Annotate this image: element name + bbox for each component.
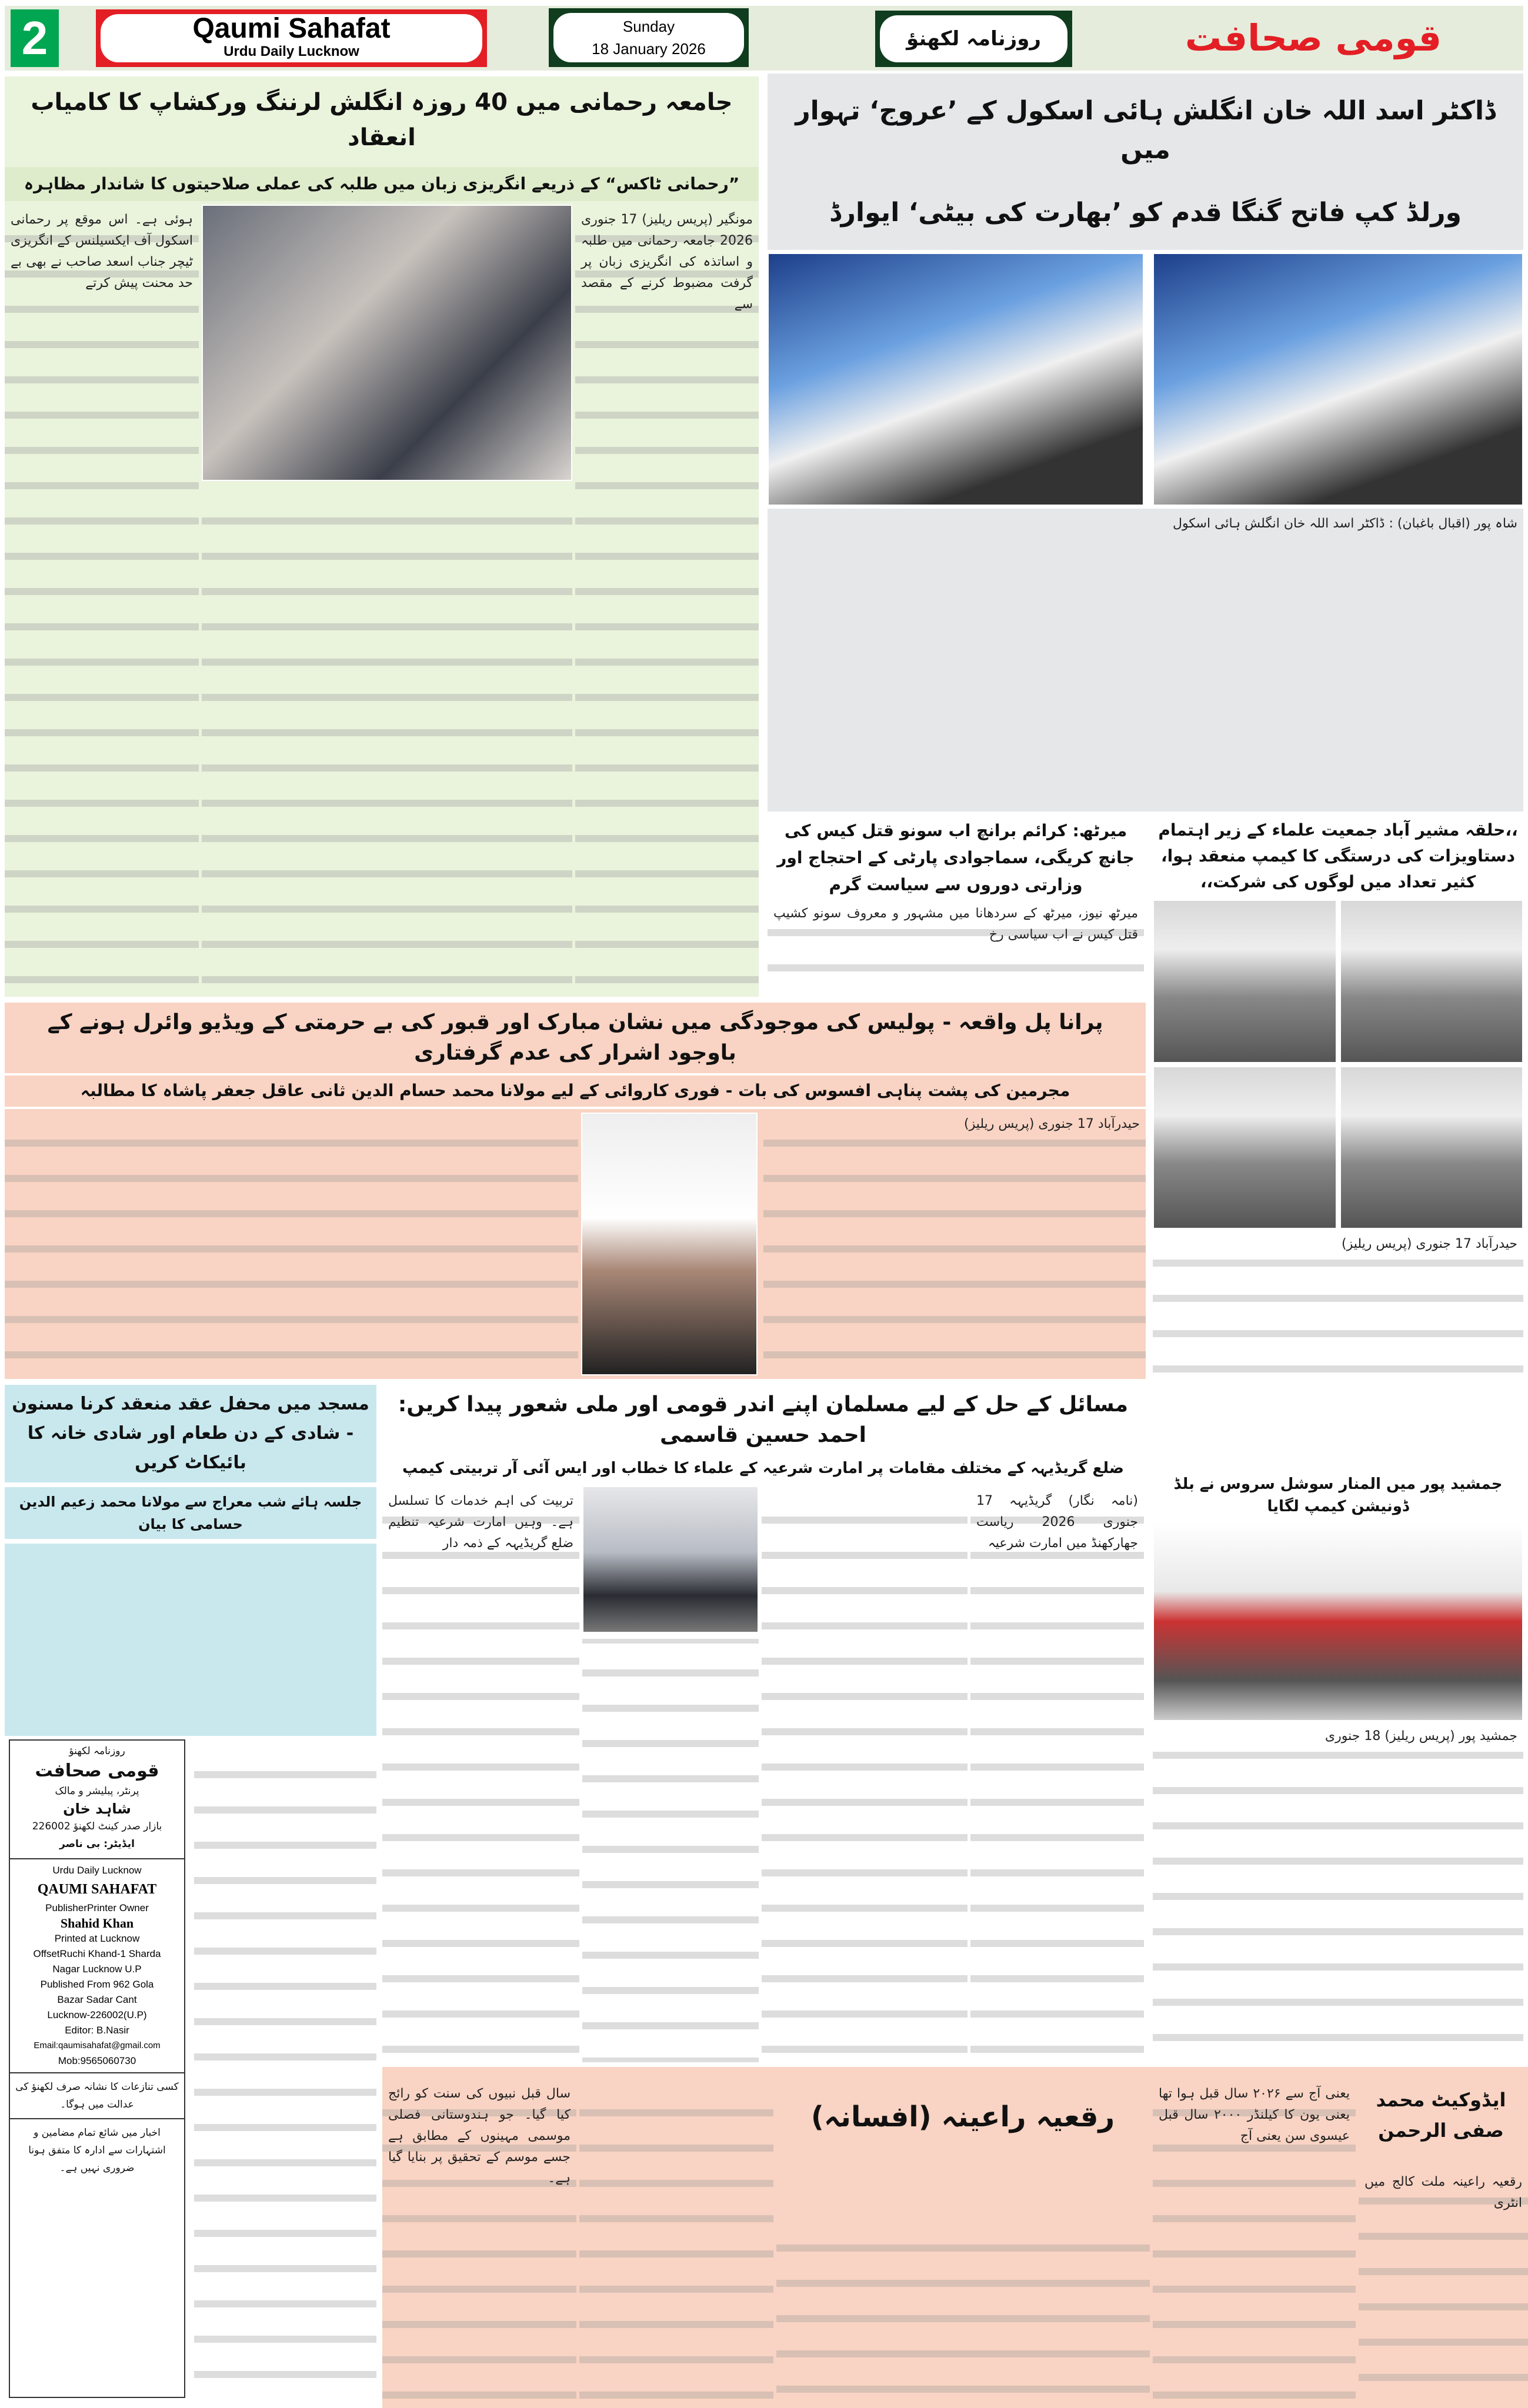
jamiat-article [1153,817,1523,1382]
imprint-printed: Printed at Lucknow [54,1933,140,1944]
purana-pul-article [5,1003,1146,1379]
jamia-article [5,76,759,997]
roznama-box [875,11,1072,67]
english-subtitle: Urdu Daily Lucknow [223,44,359,59]
imprint-owner-urdu: شاہد خان [63,1801,131,1817]
imprint-name-english: QAUMI SAHAFAT [37,1882,157,1897]
imprint-name-urdu: قومی صحافت [35,1761,159,1781]
english-title: Qaumi Sahafat [192,13,391,44]
article-column [382,2079,576,2408]
headline-line-2: ورلڈ کپ فاتح گنگا قدم کو ’بھارت کی بیٹی‘ ایوارڈ [829,197,1462,228]
article-text: مونگیر (پریس ریلیز) 17 جنوری 2026 جامعہ رحمانی میں طلبہ و اساتذہ کی انگریزی زبان پر گرفت مضبوط کرنے کے مقصد سے [581,212,753,312]
article-column [575,205,759,997]
camp-photo [1153,1066,1337,1230]
article-text: تربیت کی اہم خدمات کا تسلسل ہے۔ وہیں امارت شرعیہ تنظیم ضلع گریڈیہہ کے ذمہ دار [388,1494,573,1551]
imprint-owner-label-urdu: پرنٹر، پبلیشر و مالک [55,1785,139,1797]
story-author: ایڈوکیٹ محمد صفی الرحمن [1376,2089,1506,2142]
article-column [579,2079,773,2408]
headline: ،،حلقہ مشیر آباد جمعیت علماء کے زیر اہتمام دستاویزات کی درستگی کا کیمپ منعقد ہوا، کثیر تعداد میں لوگوں کی شرکت،، [1158,820,1518,891]
jamiat-article-text [1153,1229,1523,1382]
imprint-owner: Shahid Khan [60,1916,134,1931]
award-ceremony-photo [768,253,1144,506]
headline-line-1: ڈاکٹر اسد اللہ خان انگلش ہائی اسکول کے ’عروج‘ تہوار میں [795,95,1496,165]
subheadline: مجرمین کی پشت پناہی افسوس کی بات - فوری کاروائی کے لیے مولانا محمد حسام الدین ثانی عاقل جعفر پاشاہ کا مطالبہ [5,1073,1146,1109]
day: Sunday [622,18,675,35]
story-title: رقعیہ راعینہ (افسانہ) [810,2100,1115,2133]
purana-pul-body [5,1109,1146,1379]
blood-camp-article [1153,1470,1523,2067]
article-column [5,205,199,997]
article-text: شاہ پور (اقبال باغبان) : ڈاکٹر اسد اللہ خان انگلش ہائی اسکول [1173,516,1517,531]
article-column [382,1486,579,2067]
article-text [1153,1721,1523,2067]
article-text: رقعیہ راعینہ ملت کالج میں انٹری [1364,2175,1522,2210]
blood-camp-photo [1153,1521,1523,1721]
imprint-english [10,1858,184,2072]
roznama-label: روزنامہ لکھنؤ [880,15,1067,62]
imprint-editor: Editor: B.Nasir [65,2025,129,2036]
article-column [1359,2167,1528,2408]
imprint-roznama: روزنامہ لکھنؤ [69,1745,125,1757]
subheadline: ضلع گریڈیہہ کے مختلف مقامات پر امارت شرعیہ کے علماء کا خطاب اور ایس آئی آر تربیتی کیمپ [402,1460,1125,1478]
camp-photo [1153,900,1337,1063]
imprint-pin: Lucknow-226002(U.P) [47,2009,147,2020]
page-number: 2 [11,9,59,67]
article-text: (نامہ نگار) گریڈیہہ 17 جنوری 2026 ریاست جھارکھنڈ میں امارت شرعیہ [976,1494,1138,1551]
headline: پرانا پل واقعہ - پولیس کی موجودگی میں نشان مبارک اور قبور کی بے حرمتی کے ویڈیو وائرل ہونے کے باوجود اشرار کی عدم گرفتاری [47,1010,1103,1066]
meerut-article [768,817,1144,997]
article-column [202,487,572,997]
article-column [582,1639,759,2067]
subheadline: ”رحمانی ٹاکس“ کے ذریعے انگریزی زبان میں طلبہ کی عملی صلاحیتوں کا شاندار مظاہرہ [5,167,759,201]
article-text: حیدرآباد 17 جنوری (پریس ریلیز) [964,1116,1140,1131]
jamia-body [5,205,759,997]
imprint-box [9,1739,185,2398]
camp-photo-grid [1153,900,1523,1229]
article-text: یعنی آج سے ۲۰۲۶ سال قبل ہوا تھا یعنی یون کا کیلنڈر ۲۰۰۰ سال قبل عیسوی سن یعنی آج [1159,2086,1350,2143]
nikah-article-column [194,1741,376,2405]
group-photo [202,205,572,481]
imprint-city: Nagar Lucknow U.P [52,1963,142,1975]
headline: جامعہ رحمانی میں 40 روزہ انگلش لرننگ ورکشاپ کا کامیاب انعقاد [31,89,733,151]
article-column [5,1109,578,1379]
headline: مسائل کے حل کے لیے مسلمان اپنے اندر قومی اور ملی شعور پیدا کریں: احمد حسین قاسمی [398,1392,1129,1448]
award-article-text [768,509,1523,811]
camp-photo [1340,1066,1524,1230]
imprint-address-urdu: بازار صدر کینٹ لکھنؤ 226002 [32,1821,162,1832]
article-column [1153,2079,1356,2408]
award-headline-box [768,74,1523,250]
award-stage-photo [1153,253,1523,506]
masthead-bar [5,6,1523,71]
imprint-owner-label: PublisherPrinter Owner [45,1902,149,1913]
article-column [763,1109,1146,1379]
imprint-disclaimer: اخبار میں شائع تمام مضامین و اشتہارات سے ادارہ کا متفق ہونا ضروری نہیں ہے۔ [10,2118,184,2182]
article-text: سال قبل نبیوں کی سنت کو رائج کیا گیا۔ جو ہندوستانی فصلی موسمی مہینوں کے مطابق ہے جسے موسم کے تحقیق پر بنایا گیا ہے۔ [388,2086,571,2186]
nikah-subheadline: جلسہ ہائے شب معراج سے مولانا محمد زعیم الدین حسامی کا بیان [5,1487,376,1539]
imprint-daily: Urdu Daily Lucknow [52,1865,142,1876]
imprint-press: OffsetRuchi Khand-1 Sharda [33,1948,161,1959]
article-text: حیدرآباد 17 جنوری (پریس ریلیز) [1342,1237,1517,1251]
imprint-bazar: Bazar Sadar Cant [57,1994,137,2005]
story-article [382,2067,1528,2408]
date: 18 January 2026 [592,40,706,58]
imprint-editor-urdu: ایڈیٹر: بی ناصر [59,1838,135,1850]
article-column [762,1486,967,2067]
imprint-published: Published From 962 Gola [40,1979,154,1990]
imprint-email: Email:qaumisahafat@gmail.com [34,2040,161,2050]
article-column [776,2214,1150,2408]
article-text: میرٹھ نیوز، میرٹھ کے سردھانا میں مشہور و معروف سونو کشیپ قتل کیس نے اب سیاسی رخ [768,899,1144,997]
gathering-photo [582,1486,759,1633]
headline: جمشید پور میں المنار سوشل سروس نے بلڈ ڈونیشن کیمپ لگایا [1173,1475,1503,1515]
headline: مسجد میں محفل عقد منعقد کرنا مسنون - شادی کے دن طعام اور شادی خانہ کا بائیکاٹ کریں [5,1385,376,1482]
maulana-portrait [581,1113,758,1375]
article-text: ہوئی ہے۔ اس موقع پر رحمانی اسکول آف ایکسیلنس کے انگریزی ٹیچر جناب اسعد صاحب نے بھی بے حد محنت پیش کرتے [11,212,193,290]
qasmi-body [382,1486,1144,2067]
english-title-box [96,9,487,67]
headline: میرٹھ: کرائم برانچ اب سونو قتل کیس کی جانچ کریگی، سماجوادی پارٹی کے احتجاج اور وزارتی دوروں سے سیاست گرم [777,821,1135,894]
date-box [549,8,749,67]
article-column [970,1486,1144,2067]
article-text-lead: جمشید پور (پریس ریلیز) 18 جنوری [1325,1729,1517,1744]
imprint-jurisdiction: کسی تنازعات کا نشانہ صرف لکھنؤ کی عدالت میں ہوگا۔ [10,2072,184,2118]
nikah-article [5,1385,376,1736]
nikah-article-text [5,1544,376,1736]
camp-photo [1340,900,1524,1063]
qasmi-article [382,1385,1144,2067]
imprint-urdu [10,1741,184,1858]
imprint-mobile: Mob:9565060730 [58,2055,136,2066]
urdu-logo: قومی صحافت [1185,16,1442,59]
